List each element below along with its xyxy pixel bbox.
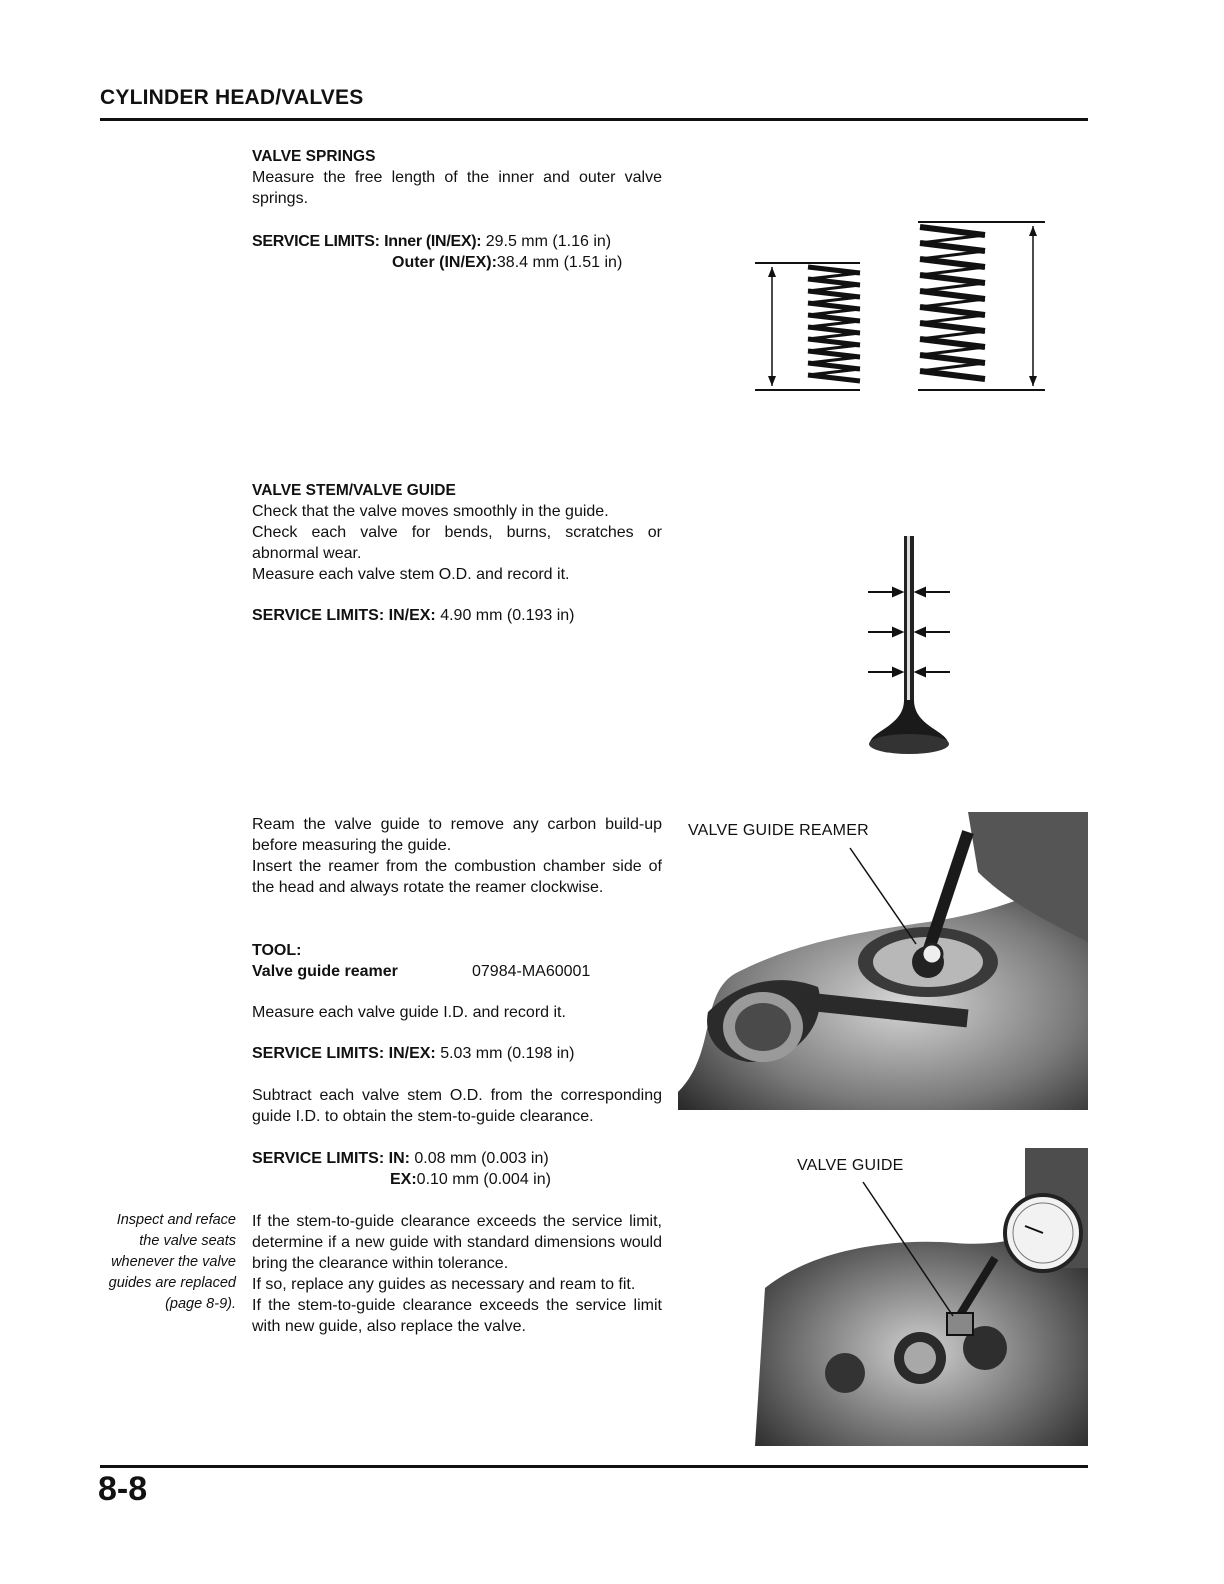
reamer-photo — [678, 812, 1088, 1110]
clearance-in-key: IN: — [388, 1150, 410, 1167]
outer-spring — [918, 222, 1045, 390]
clearance-limits — [252, 1148, 672, 1190]
valve-springs-figure — [750, 215, 1050, 400]
guide-caption: VALVE GUIDE — [797, 1157, 904, 1174]
subtract-text — [252, 1085, 662, 1127]
springs-outer-label: Outer (IN/EX): — [392, 254, 497, 271]
springs-section — [252, 146, 662, 209]
stem-limits-key: IN/EX: — [388, 607, 436, 624]
tool-label: TOOL: — [252, 942, 302, 959]
guide-limits-key: IN/EX: — [388, 1045, 436, 1062]
stem-limits — [252, 605, 672, 626]
valve-guide-figure — [695, 1148, 1088, 1446]
clearance-ex-key: EX: — [390, 1171, 417, 1188]
clearance-limits-label: SERVICE LIMITS: — [252, 1150, 385, 1167]
valve-guide-photo — [695, 1148, 1088, 1446]
tool-name: Valve guide reamer — [252, 963, 398, 980]
exceed-para-2: If so, replace any guides as necessary and ream to fit. — [252, 1276, 636, 1293]
ream-section — [252, 814, 662, 898]
exceed-para-1: If the stem-to-guide clearance exceeds the service limit, determine if a new guide with standard dimensions would bring the clearance within tolerance. — [252, 1213, 662, 1272]
springs-inner-value: 29.5 mm (1.16 in) — [485, 233, 612, 250]
springs-outer-value: 38.4 mm (1.51 in) — [496, 254, 623, 271]
subtract-para: Subtract each valve stem O.D. from the corresponding guide I.D. to obtain the stem-to-guide clearance. — [252, 1087, 662, 1125]
stem-line-1: Check that the valve moves smoothly in the guide. — [252, 503, 609, 520]
page-title: CYLINDER HEAD/VALVES — [100, 86, 364, 109]
exceed-section — [252, 1211, 662, 1337]
reamer-figure — [678, 812, 1088, 1110]
footer-rule — [100, 1465, 1088, 1468]
stem-limits-value: 4.90 mm (0.193 in) — [440, 607, 575, 624]
stem-line-2: Check each valve for bends, burns, scratches or abnormal wear. — [252, 524, 662, 562]
guide-limits-label: SERVICE LIMITS: — [252, 1045, 385, 1062]
reamer-caption: VALVE GUIDE REAMER — [688, 822, 869, 839]
guide-limits — [252, 1043, 672, 1064]
side-note: Inspect and reface the valve seats whenever the valve guides are replaced (page 8-9). — [108, 1212, 236, 1312]
exceed-para-3: If the stem-to-guide clearance exceeds the service limit with new guide, also replace the valve. — [252, 1297, 662, 1335]
clearance-ex-value: 0.10 mm (0.004 in) — [416, 1171, 551, 1188]
clearance-in-value: 0.08 mm (0.003 in) — [414, 1150, 549, 1167]
header-rule — [100, 118, 1088, 121]
springs-limits — [252, 231, 672, 273]
tool-number: 07984-MA60001 — [472, 963, 591, 980]
springs-body: Measure the free length of the inner and outer valve springs. — [252, 169, 662, 207]
springs-limits-label: SERVICE LIMITS: — [252, 233, 380, 250]
page-number: 8-8 — [98, 1470, 148, 1508]
stem-limits-label: SERVICE LIMITS: — [252, 607, 385, 624]
springs-heading: VALVE SPRINGS — [252, 148, 376, 165]
guide-measure-text: Measure each valve guide I.D. and record it. — [252, 1004, 566, 1021]
valve-stem-figure — [860, 530, 960, 760]
ream-para-1: Ream the valve guide to remove any carbon build-up before measuring the guide. — [252, 816, 662, 854]
stem-section — [252, 480, 662, 585]
stem-line-3: Measure each valve stem O.D. and record it. — [252, 566, 570, 583]
guide-limits-value: 5.03 mm (0.198 in) — [440, 1045, 575, 1062]
inner-spring — [755, 263, 860, 390]
springs-inner-label: Inner (IN/EX): — [384, 233, 482, 250]
ream-para-2: Insert the reamer from the combustion chamber side of the head and always rotate the reamer clockwise. — [252, 858, 662, 896]
tool-block — [252, 940, 672, 982]
stem-heading: VALVE STEM/VALVE GUIDE — [252, 482, 456, 499]
